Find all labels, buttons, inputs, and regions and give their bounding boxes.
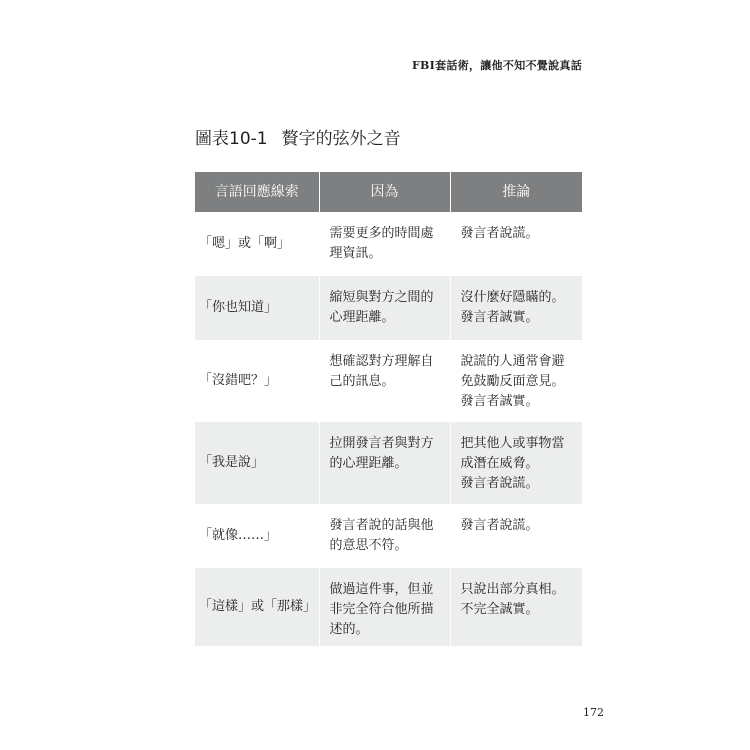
- inference-cell: 沒什麼好隱瞞的。 發言者誠實。: [450, 276, 582, 340]
- column-header-cue: 言語回應線索: [195, 172, 319, 212]
- cue-cell: 「沒錯吧？」: [195, 340, 319, 422]
- reason-cell: 拉開發言者與對方 的心理距離。: [319, 422, 450, 504]
- cue-cell: 「你也知道」: [195, 276, 319, 340]
- cue-cell: 「嗯」或「啊」: [195, 212, 319, 276]
- cue-cell: 「就像……」: [195, 504, 319, 568]
- page-number: 172: [583, 706, 604, 719]
- inference-cell: 把其他人或事物當 成潛在威脅。 發言者說謊。: [450, 422, 582, 504]
- inference-cell: 發言者說謊。: [450, 504, 582, 568]
- table-row: [195, 504, 582, 568]
- table-header-row: [195, 172, 582, 212]
- cue-cell: 「我是說」: [195, 422, 319, 504]
- inference-cell: 只說出部分真相。 不完全誠實。: [450, 568, 582, 646]
- inference-cell: 發言者說謊。: [450, 212, 582, 276]
- reason-cell: 做過這件事，但並 非完全符合他所描 述的。: [319, 568, 450, 646]
- verbal-cues-table: [195, 172, 582, 646]
- running-header-title: FBI套話術，讓他不知不覺說真話: [411, 59, 582, 72]
- table-row: [195, 340, 582, 422]
- reason-cell: 縮短與對方之間的 心理距離。: [319, 276, 450, 340]
- figure-title: [195, 124, 401, 149]
- column-header-reason: 因為: [319, 172, 450, 212]
- column-header-inference: 推論: [450, 172, 582, 212]
- inference-cell: 說謊的人通常會避 免鼓勵反面意見。 發言者誠實。: [450, 340, 582, 422]
- figure-number: 圖表10-1: [195, 129, 268, 149]
- table-row: [195, 276, 582, 340]
- figure-caption: 贅字的弦外之音: [281, 129, 401, 149]
- reason-cell: 想確認對方理解自 己的訊息。: [319, 340, 450, 422]
- table-row: [195, 212, 582, 276]
- table-row: [195, 568, 582, 646]
- cue-cell: 「這樣」或「那樣」: [195, 568, 319, 646]
- reason-cell: 需要更多的時間處 理資訊。: [319, 212, 450, 276]
- table-row: [195, 422, 582, 504]
- reason-cell: 發言者說的話與他 的意思不符。: [319, 504, 450, 568]
